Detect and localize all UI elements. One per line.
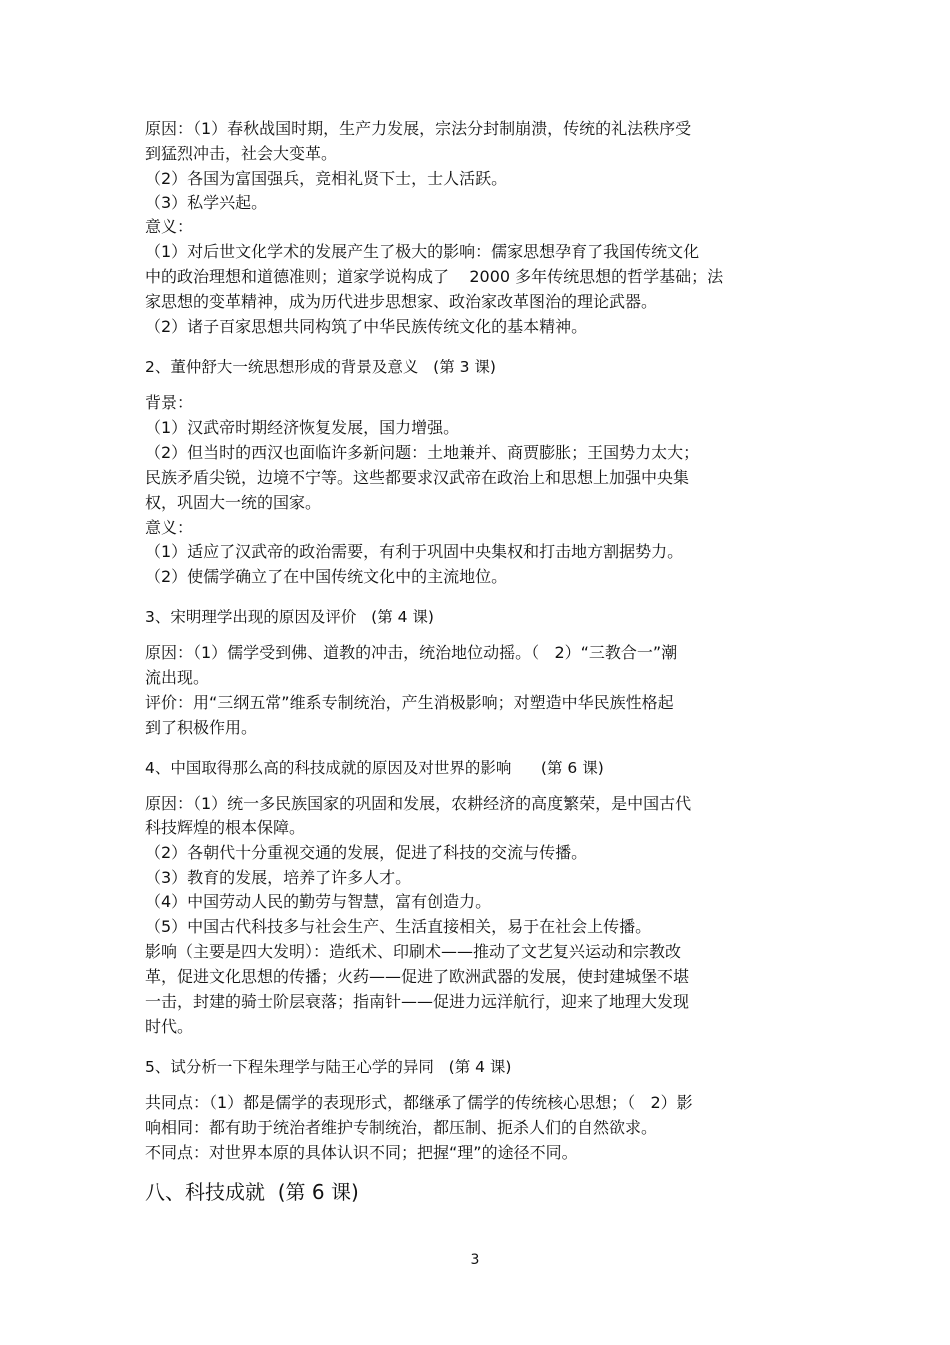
text-line: 到猛烈冲击，社会大变革。	[145, 144, 338, 163]
text-line: 评价：用“三纲五常”维系专制统治，产生消极影响；对塑造中华民族性格起	[145, 693, 674, 712]
text-line: 原因：（1）统一多民族国家的巩固和发展，农耕经济的高度繁荣，是中国古代	[145, 794, 692, 813]
text-line: 权，巩固大一统的国家。	[145, 493, 322, 512]
text-line: 原因：（1）春秋战国时期，生产力发展，宗法分封制崩溃，传统的礼法秩序受	[145, 119, 692, 138]
text-line: 意义：	[145, 518, 194, 537]
text-line: （3）教育的发展，培养了许多人才。	[145, 868, 412, 887]
text-line: 流出现。	[145, 668, 210, 687]
text-line: 意义：	[145, 217, 194, 236]
text-line: 不同点：对世界本原的具体认识不同；把握“理”的途径不同。	[145, 1143, 578, 1162]
text-line: 背景：	[145, 393, 194, 412]
chapter-heading: 八、科技成就 (第 6 课)	[145, 1180, 359, 1204]
text-line: （2）各国为富国强兵，竞相礼贤下士，士人活跃。	[145, 169, 508, 188]
text-line: （1）对后世文化学术的发展产生了极大的影响：儒家思想孕育了我国传统文化	[145, 242, 700, 261]
text-line: 影响（主要是四大发明）：造纸术、印刷术——推动了文艺复兴运动和宗教改	[145, 942, 682, 961]
text-line: 时代。	[145, 1017, 194, 1036]
text-line: （2）但当时的西汉也面临许多新问题：土地兼并、商贾膨胀；王国势力太大；	[145, 443, 700, 462]
text-line: 革，促进文化思想的传播；火药——促进了欧洲武器的发展，使封建城堡不堪	[145, 967, 690, 986]
text-line: 科技辉煌的根本保障。	[145, 818, 306, 837]
text-line: 响相同：都有助于统治者维护专制统治，都压制、扼杀人们的自然欲求。	[145, 1118, 658, 1137]
text-line: 中的政治理想和道德准则；道家学说构成了 2000 多年传统思想的哲学基础；法	[145, 267, 724, 286]
text-line: （2）各朝代十分重视交通的发展，促进了科技的交流与传播。	[145, 843, 588, 862]
section-heading: 4、中国取得那么高的科技成就的原因及对世界的影响 (第 6 课)	[145, 759, 604, 777]
text-line: （5）中国古代科技多与社会生产、生活直接相关，易于在社会上传播。	[145, 917, 652, 936]
text-line: 一击，封建的骑士阶层衰落；指南针——促进力远洋航行，迎来了地理大发现	[145, 992, 690, 1011]
text-line: （1）适应了汉武帝的政治需要，有利于巩固中央集权和打击地方割据势力。	[145, 542, 684, 561]
text-line: 到了积极作用。	[145, 718, 258, 737]
text-line: 共同点：（1）都是儒学的表现形式，都继承了儒学的传统核心思想；（ 2）影	[145, 1093, 693, 1112]
text-line: （2）诸子百家思想共同构筑了中华民族传统文化的基本精神。	[145, 317, 588, 336]
text-line: （2）使儒学确立了在中国传统文化中的主流地位。	[145, 567, 508, 586]
text-line: （3）私学兴起。	[145, 193, 268, 212]
text-line: 家思想的变革精神，成为历代进步思想家、政治家改革图治的理论武器。	[145, 292, 658, 311]
section-heading: 3、宋明理学出现的原因及评价 (第 4 课)	[145, 608, 434, 626]
page-number: 3	[470, 1252, 480, 1268]
text-line: 民族矛盾尖锐，边境不宁等。这些都要求汉武帝在政治上和思想上加强中央集	[145, 468, 690, 487]
section-heading: 2、董仲舒大一统思想形成的背景及意义 (第 3 课)	[145, 358, 496, 376]
text-line: （1）汉武帝时期经济恢复发展，国力增强。	[145, 418, 460, 437]
text-line: 原因：（1）儒学受到佛、道教的冲击，统治地位动摇。（ 2）“三教合一”潮	[145, 643, 678, 662]
section-heading: 5、试分析一下程朱理学与陆王心学的异同 (第 4 课)	[145, 1058, 512, 1076]
text-line: （4）中国劳动人民的勤劳与智慧，富有创造力。	[145, 892, 492, 911]
